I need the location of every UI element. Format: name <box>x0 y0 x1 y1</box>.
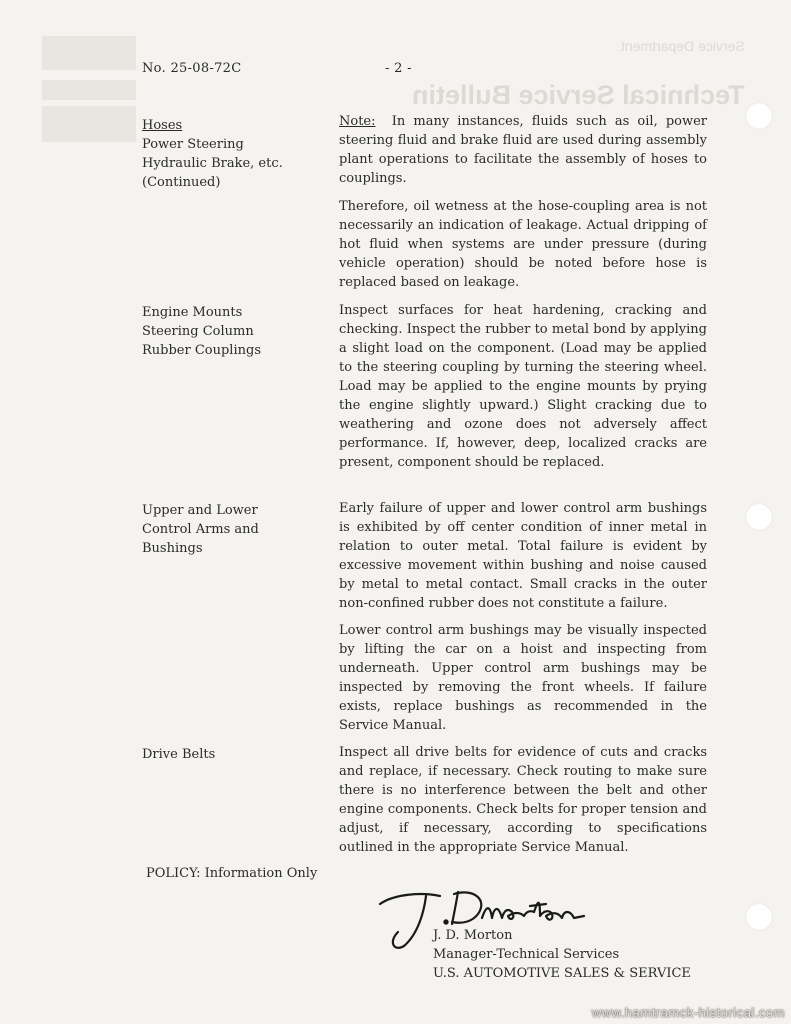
control-arms-failure-paragraph: Early failure of upper and lower control arm bushings is exhibited by off center condition of inner metal in relation to outer metal. Total failure is evident by excessive movement within bushing and noise caused by metal to metal contact. Small cracks in the outer non-confined rubber does not constitute a failure. <box>339 501 707 611</box>
bleed-through-title: Technical Service Bulletin <box>412 80 745 110</box>
site-watermark: www.hamtramck-historical.com <box>591 1005 785 1020</box>
signer-name: J. D. Morton <box>433 928 513 943</box>
signature-block <box>433 926 691 983</box>
bulletin-number: No. 25-08-72C <box>142 61 242 76</box>
engine-mounts-paragraph: Inspect surfaces for heat hardening, cracking and checking. Inspect the rubber to metal bond by applying a slight load on the component. (Load may be applied to the steering coupling by turning the steering wheel. Load may be applied to the engine mounts by prying the engine slightly upward.) Slight cracking due to weathering and ozone does not adversely affect performance. If, however, deep, localized cracks are present, component should be replaced. <box>339 303 707 470</box>
topic-line: Hoses <box>142 118 183 133</box>
topic-hoses <box>142 116 322 192</box>
policy-line: POLICY: Information Only <box>146 866 318 881</box>
bleed-through-logo-box <box>42 106 136 142</box>
topic-line: Bushings <box>142 541 203 556</box>
control-arms-inspection-paragraph: Lower control arm bushings may be visually inspected by lifting the car on a hoist and inspecting from underneath. Upper control arm bushings may be inspected by removing the front wheels. If failure exists, replace bushings as recommended in the Service Manual. <box>339 623 707 733</box>
topic-line: Engine Mounts <box>142 305 243 320</box>
paragraph-text: In many instances, fluids such as oil, power steering fluid and brake fluid are used during assembly plant operations to facilitate the assembly of hoses to couplings. <box>339 114 708 186</box>
hoses-leakage-paragraph: Therefore, oil wetness at the hose-coupling area is not necessarily an indication of leakage. Actual dripping of hot fluid when systems are under pressure (during vehicle operation) should be noted before hose is replaced based on leakage. <box>339 199 707 290</box>
topic-line: (Continued) <box>142 175 221 190</box>
drive-belts-paragraph: Inspect all drive belts for evidence of cuts and cracks and replace, if necessary. Check routing to make sure there is no interference between the belt and other engine components. Check belts for proper tension and adjust, if necessary, according to specifications outlined in the appropriate Service Manual. <box>339 745 707 855</box>
topic-line: Drive Belts <box>142 747 216 762</box>
topic-drive-belts <box>142 745 322 764</box>
topic-line: Power Steering <box>142 137 244 152</box>
topic-line: Hydraulic Brake, etc. <box>142 156 283 171</box>
signer-organization: U.S. AUTOMOTIVE SALES & SERVICE <box>433 966 691 981</box>
signer-title: Manager-Technical Services <box>433 947 620 962</box>
hoses-note-paragraph <box>339 112 707 188</box>
note-label: Note: <box>339 114 376 129</box>
topic-line: Control Arms and <box>142 522 259 537</box>
topic-line: Upper and Lower <box>142 503 258 518</box>
bleed-through-logo-box <box>42 36 136 70</box>
page-number: - 2 - <box>385 61 412 76</box>
topic-line: Steering Column <box>142 324 254 339</box>
punch-hole <box>745 503 773 531</box>
bleed-through-dept: Service Department <box>621 38 745 54</box>
punch-hole <box>745 102 773 130</box>
punch-hole <box>745 903 773 931</box>
topic-engine-mounts <box>142 303 322 360</box>
bleed-through-logo-box <box>42 80 136 100</box>
topic-control-arms <box>142 501 322 558</box>
topic-line: Rubber Couplings <box>142 343 261 358</box>
